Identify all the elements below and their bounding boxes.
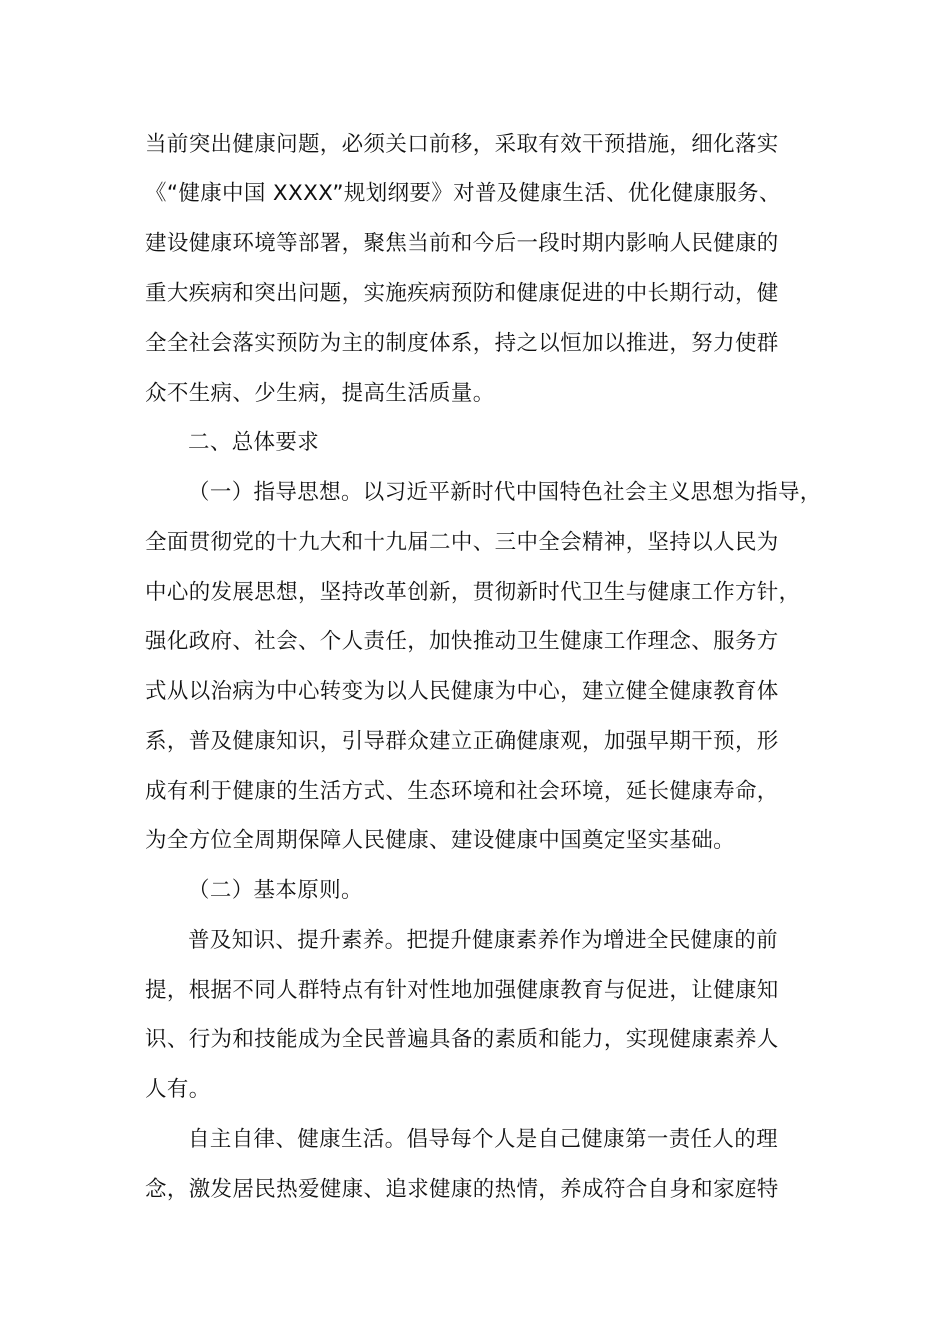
text-line: 建设健康环境等部署，聚焦当前和今后一段时期内影响人民健康的 bbox=[145, 231, 779, 256]
section-heading: 二、总体要求 bbox=[188, 430, 320, 455]
text-line: 提，根据不同人群特点有针对性地加强健康教育与促进，让健康知 bbox=[145, 978, 779, 1003]
text-line: 为全方位全周期保障人民健康、建设健康中国奠定坚实基础。 bbox=[145, 828, 735, 853]
text-line: 普及知识、提升素养。把提升健康素养作为增进全民健康的前 bbox=[188, 928, 778, 953]
text-line: 成有利于健康的生活方式、生态环境和社会环境，延长健康寿命， bbox=[145, 779, 779, 804]
text-line: 中心的发展思想，坚持改革创新，贯彻新时代卫生与健康工作方针， bbox=[145, 580, 801, 605]
text-line: 众不生病、少生病，提高生活质量。 bbox=[145, 381, 495, 406]
text-line: 重大疾病和突出问题，实施疾病预防和健康促进的中长期行动，健 bbox=[145, 281, 779, 306]
text-line: 当前突出健康问题，必须关口前移，采取有效干预措施，细化落实 bbox=[145, 132, 779, 157]
subsection-heading: （二）基本原则。 bbox=[188, 878, 363, 903]
text-line: 全全社会落实预防为主的制度体系，持之以恒加以推进，努力使群 bbox=[145, 331, 779, 356]
text-line: 《“健康中国 XXXX”规划纲要》对普及健康生活、优化健康服务、 bbox=[145, 181, 781, 206]
text-line: 全面贯彻党的十九大和十九届二中、三中全会精神，坚持以人民为 bbox=[145, 530, 779, 555]
text-line: 识、行为和技能成为全民普遍具备的素质和能力，实现健康素养人 bbox=[145, 1027, 779, 1052]
text-line: 系，普及健康知识，引导群众建立正确健康观，加强早期干预，形 bbox=[145, 729, 779, 754]
text-line: 强化政府、社会、个人责任，加快推动卫生健康工作理念、服务方 bbox=[145, 629, 779, 654]
text-line: 式从以治病为中心转变为以人民健康为中心，建立健全健康教育体 bbox=[145, 679, 779, 704]
text-line: 念，激发居民热爱健康、追求健康的热情，养成符合自身和家庭特 bbox=[145, 1177, 779, 1202]
text-line: 自主自律、健康生活。倡导每个人是自己健康第一责任人的理 bbox=[188, 1127, 778, 1152]
text-line: 人有。 bbox=[145, 1077, 211, 1102]
text-line: （一）指导思想。以习近平新时代中国特色社会主义思想为指导， bbox=[188, 480, 822, 505]
